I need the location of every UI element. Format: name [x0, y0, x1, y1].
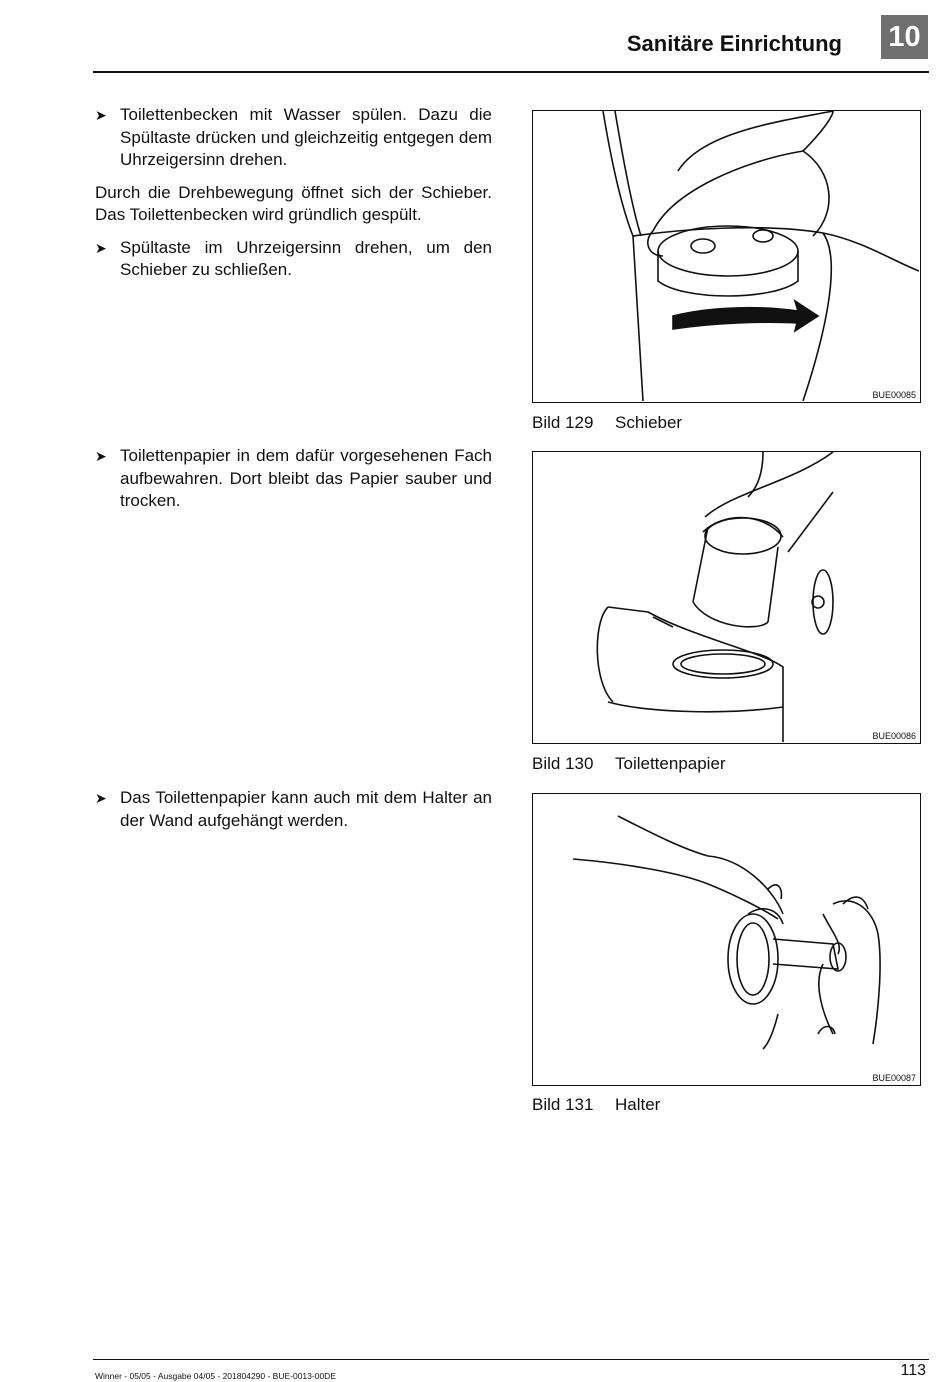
- figure-caption: [532, 413, 682, 433]
- caption-text: Schieber: [615, 413, 683, 432]
- caption-number: Bild 131: [532, 1095, 594, 1114]
- footer-divider: [93, 1359, 929, 1360]
- figure-holder-illustration: [532, 793, 921, 1086]
- paragraph: Durch die Drehbewegung öffnet sich der Schieber. Das Toilettenbecken wird gründlich gespült.: [95, 182, 492, 224]
- figure-code: BUE00087: [872, 1073, 916, 1083]
- figure-slider-illustration: [532, 110, 921, 403]
- figure-caption: [532, 754, 726, 774]
- slider-drawing: [533, 111, 919, 401]
- bullet-arrow-icon: ➤: [95, 107, 107, 123]
- instruction-item: [95, 104, 492, 172]
- page-title: Sanitäre Einrichtung: [626, 31, 842, 56]
- bullet-arrow-icon: ➤: [95, 239, 107, 256]
- bullet-arrow-icon: ➤: [95, 790, 107, 806]
- holder-drawing: [533, 794, 919, 1084]
- instruction-block-paper: [95, 445, 492, 513]
- figure-caption: [532, 1095, 660, 1115]
- paper-storage-drawing: [533, 452, 919, 742]
- header-divider: [93, 71, 929, 73]
- figure-code: BUE00085: [872, 390, 916, 400]
- figure-code: BUE00086: [872, 731, 916, 741]
- instruction-item: [95, 445, 492, 513]
- instruction-block-holder: [95, 787, 492, 832]
- chapter-number-badge: 10: [881, 15, 928, 59]
- page-number: 113: [900, 1362, 926, 1379]
- caption-number: Bild 129: [532, 413, 594, 432]
- instruction-text: Das Toilettenpapier kann auch mit dem Halter an der Wand aufgehängt werden.: [120, 788, 492, 830]
- bullet-arrow-icon: ➤: [95, 448, 107, 464]
- instruction-item: [95, 787, 492, 832]
- caption-number: Bild 130: [532, 754, 594, 773]
- caption-text: Toilettenpapier: [615, 754, 726, 773]
- document-info: Winner - 05/05 - Ausgabe 04/05 - 201804290 - BUE-0013-00DE: [95, 1371, 336, 1381]
- instruction-text: Spültaste im Uhrzeigersinn drehen, um den Schieber zu schließen.: [120, 237, 492, 279]
- instruction-block-flush: [95, 104, 492, 282]
- instruction-item: [95, 237, 492, 282]
- instruction-text: Toilettenbecken mit Wasser spülen. Dazu die Spültaste drücken und gleichzeitig entgegen dem Uhrzeigersinn drehen.: [120, 105, 492, 169]
- figure-paper-illustration: [532, 451, 921, 744]
- caption-text: Halter: [615, 1095, 661, 1114]
- instruction-text: Toilettenpapier in dem dafür vorgesehenen Fach aufbewahren. Dort bleibt das Papier sauber und trocken.: [120, 446, 492, 510]
